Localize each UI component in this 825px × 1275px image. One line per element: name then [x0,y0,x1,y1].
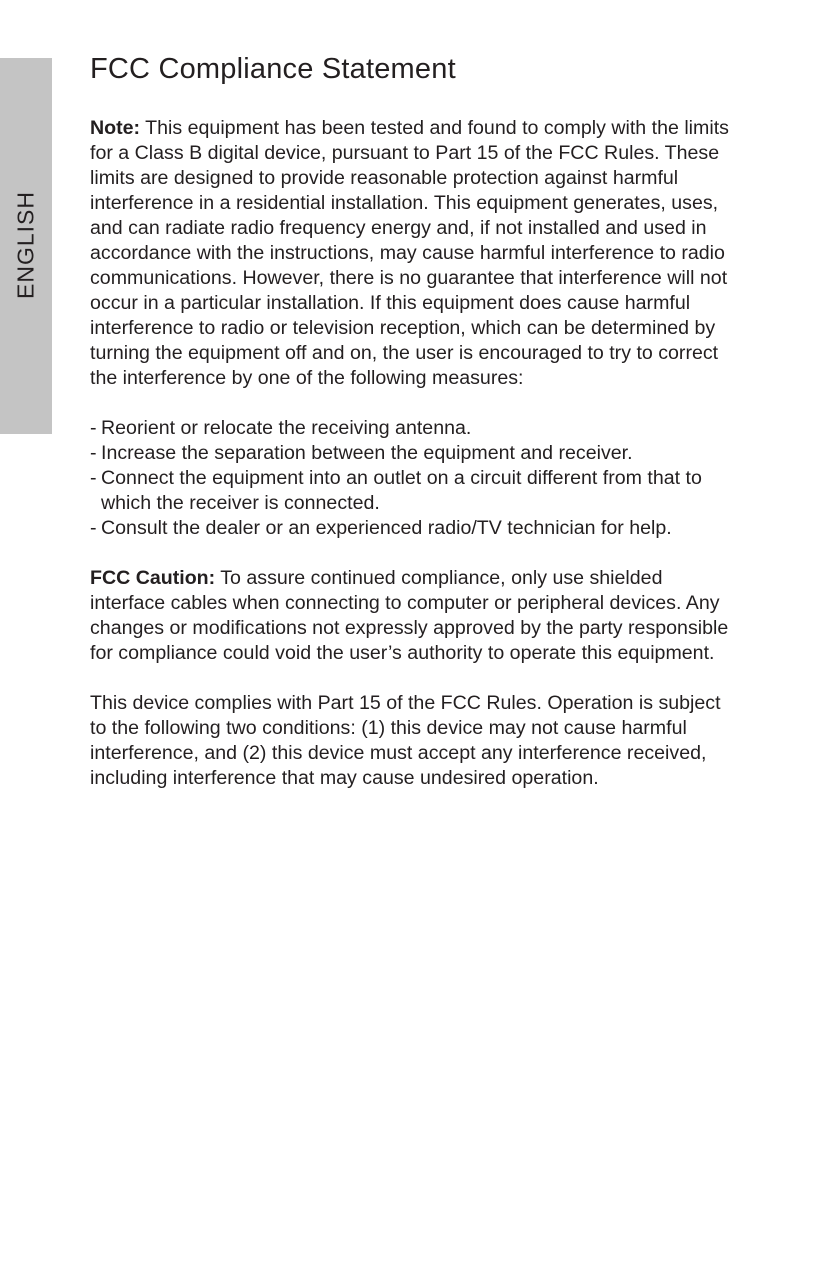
caution-paragraph [90,566,740,666]
list-item: - Reorient or relocate the receiving antenna. [90,416,740,441]
note-label: Note: [90,117,141,139]
caution-label: FCC Caution: [90,567,216,589]
note-paragraph [90,116,740,391]
note-text: This equipment has been tested and found to comply with the limits for a Class B digital device, pursuant to Part 15 of the FCC Rules. These limits are designed to provide reasonable protection against harmful interference in a residential installation. This equipment generates, uses, and can radiate radio frequency energy and, if not installed and used in accordance with the instructions, may cause harmful interference to radio communications. However, there is no guarantee that interference will not occur in a particular installation. If this equipment does cause harmful interference to radio or television reception, which can be determined by turning the equipment off and on, the user is encouraged to try to correct the interference by one of the following measures: [90,117,729,389]
measures-list [90,416,740,541]
page-title: FCC Compliance Statement [90,53,456,85]
caution-text: To assure continued compliance, only use shielded interface cables when connecting to computer or peripheral devices. Any changes or modifications not expressly approved by the party responsible for compliance could void the user’s authority to operate this equipment. [90,567,729,664]
language-tab-label: ENGLISH [12,191,39,299]
list-item: - Consult the dealer or an experienced radio/TV technician for help. [90,516,740,541]
list-item: - Increase the separation between the equipment and receiver. [90,441,740,466]
document-content [90,50,740,791]
list-item: - Connect the equipment into an outlet on a circuit different from that to which the receiver is connected. [90,466,740,516]
compliance-paragraph: This device complies with Part 15 of the FCC Rules. Operation is subject to the following two conditions: (1) this device may not cause harmful interference, and (2) this device must accept any interference received, including interference that may cause undesired operation. [90,692,721,789]
